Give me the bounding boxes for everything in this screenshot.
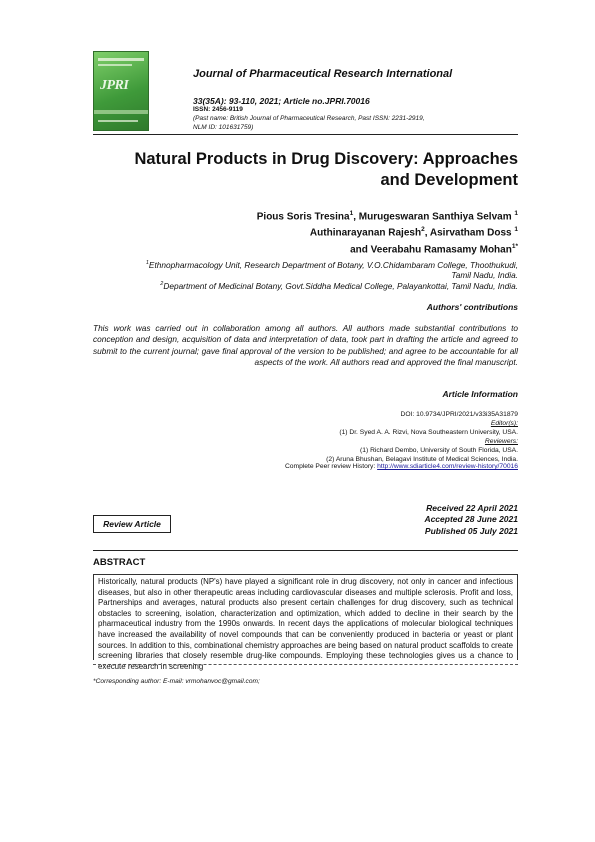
- footnote-divider: [93, 664, 518, 665]
- article-info-heading: Article Information: [442, 389, 518, 399]
- cover-decoration: [98, 120, 138, 122]
- past-name-line: NLM ID: 101631759): [193, 124, 254, 131]
- journal-issn: ISSN: 2456-9119: [193, 106, 243, 113]
- past-name-line: (Past name: British Journal of Pharmaceutical Research, Past ISSN: 2231-2919,: [193, 115, 425, 122]
- affiliation-mark: 2: [160, 281, 164, 287]
- editors-label: [88, 419, 518, 428]
- affiliation-line: [88, 258, 518, 270]
- contributions-heading: Authors' contributions: [426, 302, 518, 312]
- author-affiliation-mark: 2: [421, 226, 425, 234]
- author-affiliation-mark: 1: [514, 210, 518, 217]
- reviewers-label-text: Reviewers:: [484, 438, 518, 445]
- cover-decoration: [98, 58, 144, 61]
- paper-title-line: Natural Products in Drug Discovery: Approaches: [134, 150, 518, 168]
- paper-title-line: and Development: [380, 171, 518, 189]
- reviewer-entry: (1) Richard Dembo, University of South Florida, USA.: [360, 447, 518, 454]
- affiliation: [88, 258, 518, 281]
- accepted-date: Accepted 28 June 2021: [424, 514, 518, 525]
- author-name: Pious Soris Tresina: [256, 211, 350, 223]
- publication-dates: [424, 503, 518, 537]
- cover-decoration: [94, 110, 148, 114]
- contributions-text: This work was carried out in collaboration among all authors. All authors made substantial contributions to conception and design, acquisition of data and interpretation of data, took part in drafting the article and agreed to submit to the current journal; gave final approval of the version to be published; and agree to be accountable for all aspects of the work. All authors read and approved the final manuscript.: [93, 323, 518, 367]
- corresponding-author-footnote: *Corresponding author: E-mail: vrmohanvoc@gmail.com;: [93, 678, 260, 685]
- abstract-text: Historically, natural products (NP's) have played a significant role in drug discovery, not only in cancer and infectious diseases, but also in other therapeutic areas including cardiovascular diseases and multiple sclerosis. Profit and loss, Partnerships and averages, natural products also present certain challenges for drug discovery, such as technical obstacles to screening, isolation, characterization and optimization, which added to decline in their search by the pharmaceutical industry from the 1990s onwards. In recent days the applications of molecular biological techniques have increased the availability of novel compounds that can be conveniently produced in bacteria or yeast or plant sources. In addition to this, combinational chemistry approaches are being based on natural product scaffolds to create screening libraries that closely resemble drug-like compounds. Employing these technologies gives us a chance to execute research in screening: [98, 577, 513, 671]
- affiliation: [88, 279, 518, 291]
- affiliation-text: Department of Medicinal Botany, Govt.Siddha Medical College, Palayankottai, Tamil Nadu, India.: [163, 280, 518, 291]
- review-history: [88, 462, 518, 471]
- author-name: Murugeswaran Santhiya Selvam: [358, 211, 512, 223]
- editors-label-text: Editor(s):: [490, 420, 518, 427]
- author-list: [98, 207, 518, 256]
- received-date: Received 22 April 2021: [426, 503, 518, 513]
- editor-entry: (1) Dr. Syed A. A. Rizvi, Nova Southeastern University, USA.: [339, 429, 518, 436]
- affiliation-line: [88, 279, 518, 291]
- author-affiliation-mark: 1*: [511, 242, 518, 250]
- author-affiliation-mark: 1: [349, 210, 354, 217]
- author-line: Authinarayanan Rajesh$^2$, Asirvatham Doss $^1$: [309, 226, 518, 239]
- article-type-box: Review Article: [93, 515, 171, 533]
- affiliation-text: Ethnopharmacology Unit, Research Department of Botany, V.O.Chidambaram College, Thoothukudi,: [148, 259, 518, 270]
- review-history-label: Complete Peer review History:: [284, 463, 376, 470]
- reviewers-label: [88, 437, 518, 446]
- published-date: Published 05 July 2021: [424, 525, 518, 536]
- header-divider: [93, 134, 518, 135]
- reviewer-entry: (2) Aruna Bhushan, Belagavi Institute of Medical Sciences, India.: [326, 456, 518, 463]
- abstract-box: [93, 574, 518, 671]
- journal-volume: 33(35A): 93-110, 2021; Article no.JPRI.70016: [193, 96, 370, 106]
- journal-title: Journal of Pharmaceutical Research International: [193, 68, 453, 80]
- paper-title: [98, 149, 518, 191]
- journal-logo: JPRI: [100, 78, 129, 93]
- journal-cover-image: [93, 51, 149, 131]
- journal-past-name: [193, 114, 473, 132]
- affiliation-line: Tamil Nadu, India.: [451, 270, 518, 281]
- author-line: [98, 240, 518, 256]
- author-name: and Veerabahu Ramasamy Mohan: [350, 243, 512, 255]
- author-line: Pious Soris Tresina$^1$, Murugeswaran Santhiya Selvam $^1$: [256, 210, 518, 223]
- author-affiliation-mark: 1: [514, 226, 518, 234]
- author-name: Authinarayanan Rajesh: [309, 227, 422, 239]
- author-name: Asirvatham Doss: [429, 227, 512, 239]
- doi: DOI: 10.9734/JPRI/2021/v33i35A31879: [400, 411, 518, 418]
- abstract-divider: [93, 550, 518, 551]
- affiliation-mark: 1: [145, 260, 149, 266]
- cover-decoration: [98, 64, 132, 66]
- review-history-link[interactable]: http://www.sdiarticle4.com/review-history/70016: [377, 463, 518, 470]
- abstract-heading: ABSTRACT: [93, 557, 146, 568]
